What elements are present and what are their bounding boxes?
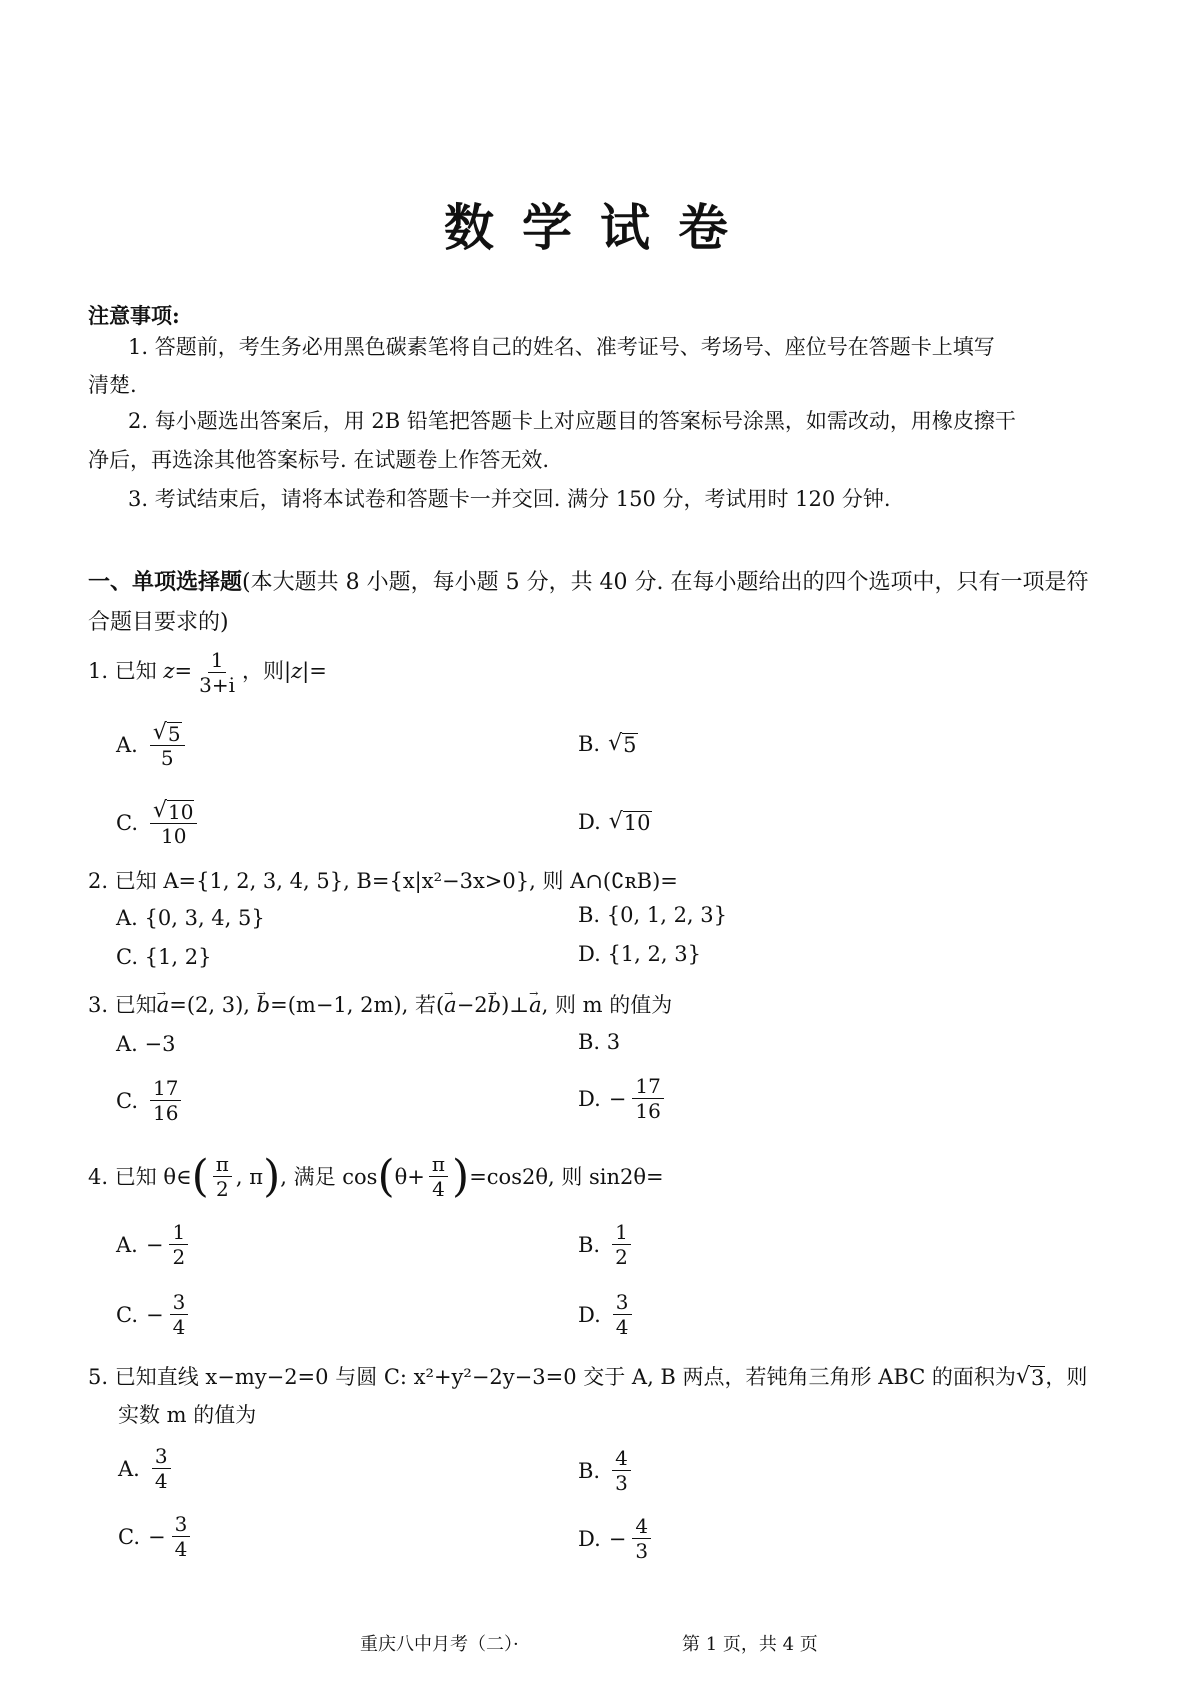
q4-option-b[interactable]: B. $\frac{1}{2}$ <box>578 1220 635 1269</box>
section-heading <box>88 562 1108 643</box>
q3-option-b[interactable]: B. 3 <box>578 1030 621 1054</box>
note-line: 3. 考试结束后，请将本试卷和答题卡一并交回. 满分 150 分，考试用时 120 分钟. <box>128 487 891 511</box>
q5-option-b[interactable]: B. $\frac{4}{3}$ <box>578 1446 635 1495</box>
footer-page-number: 第 1 页，共 4 页 <box>682 1634 818 1655</box>
note-line: 清楚. <box>88 373 137 397</box>
q1-post: ，则 <box>242 659 284 683</box>
q1-fraction: $\frac{1}{3+i}$ <box>199 648 235 697</box>
vector-a: → a <box>529 990 542 1020</box>
question-3: 3. 已知→ a=(2, 3), → b=(m−1, 2m), 若(→ a−2→ b)⊥→ a, 则 m 的值为 <box>88 990 672 1020</box>
q1-var: z <box>163 659 175 683</box>
q1-eq: = <box>174 659 193 683</box>
q1-option-c[interactable]: C. √ 10 10 <box>116 798 201 848</box>
vector-b: → b <box>488 990 501 1020</box>
note-line: 1. 答题前，考生务必用黑色碳素笔将自己的姓名、准考证号、考场号、座位号在答题卡上填写 <box>128 335 995 359</box>
q5-option-d[interactable]: D. − $\frac{4}{3}$ <box>578 1514 655 1563</box>
q2-option-a[interactable]: A. {0, 3, 4, 5} <box>116 906 265 930</box>
q5-option-c[interactable]: C. − $\frac{3}{4}$ <box>118 1512 194 1561</box>
question-1 <box>88 648 327 697</box>
q3-option-a[interactable]: A. −3 <box>116 1032 176 1056</box>
q4-option-c[interactable]: C. − $\frac{3}{4}$ <box>116 1290 192 1339</box>
footer-exam-name: 重庆八中月考（二）· <box>360 1634 519 1655</box>
q1-option-d[interactable]: D. √ 10 <box>578 808 651 835</box>
q3-option-d[interactable]: D. − $\frac{17}{16}$ <box>578 1074 668 1123</box>
q2-option-b[interactable]: B. {0, 1, 2, 3} <box>578 903 727 927</box>
note-line: 2. 每小题选出答案后，用 2B 铅笔把答题卡上对应题目的答案标号涂黑，如需改动，用橡皮擦干 <box>128 409 1016 433</box>
vector-a: → a <box>157 990 170 1020</box>
page-title: 数学试卷 <box>444 198 756 257</box>
question-5-line2: 实数 m 的值为 <box>118 1403 257 1427</box>
section-desc: (本大题共 8 小题，每小题 5 分，共 40 分. 在每小题给出的四个选项中，只有一项是符合题目要求的) <box>88 570 1089 635</box>
q1-pre: 已知 <box>114 659 157 683</box>
q4-option-d[interactable]: D. $\frac{3}{4}$ <box>578 1290 636 1339</box>
question-5: 5. 已知直线 x−my−2=0 与圆 C: x²+y²−2y−3=0 交于 A, B 两点，若钝角三角形 ABC 的面积为 √ 3 ，则 <box>88 1363 1088 1390</box>
q1-option-a[interactable]: A. √ 5 5 <box>116 720 189 770</box>
vector-a: → a <box>444 990 457 1020</box>
q1-abs: |z|= <box>284 659 327 683</box>
question-4: 4. 已知 θ∈ ( $\frac{\pi}{2}$ , π ) , 满足 cos ( θ+ $\frac{\pi}{4}$ ) =cos2θ, 则 sin2θ= <box>88 1150 664 1202</box>
question-2: 2. 已知 A={1, 2, 3, 4, 5}, B={x|x²−3x>0}, 则 A∩(∁ʀB)= <box>88 869 678 893</box>
notes-heading: 注意事项: <box>88 303 180 328</box>
q2-option-d[interactable]: D. {1, 2, 3} <box>578 942 701 966</box>
q2-option-c[interactable]: C. {1, 2} <box>116 945 212 969</box>
q3-option-c[interactable]: C. $\frac{17}{16}$ <box>116 1076 185 1125</box>
q1-number: 1. <box>88 659 109 683</box>
q1-option-b[interactable]: B. √ 5 <box>578 730 637 757</box>
vector-b: → b <box>257 990 270 1020</box>
note-line: 净后，再选涂其他答案标号. 在试题卷上作答无效. <box>88 448 550 472</box>
section-title: 一、单项选择题 <box>88 569 243 595</box>
q5-option-a[interactable]: A. $\frac{3}{4}$ <box>118 1444 175 1493</box>
q4-option-a[interactable]: A. − $\frac{1}{2}$ <box>116 1220 192 1269</box>
